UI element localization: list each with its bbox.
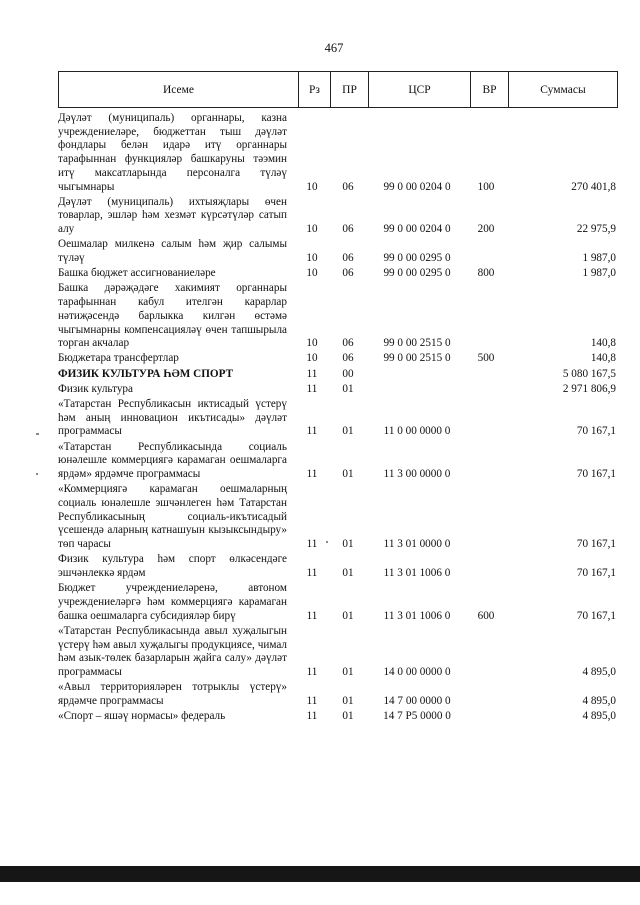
cell-name: Дәүләт (муниципаль) органнары, казна учреждениеләре, бюджеттан тыш дәүләт фондлары белән идарә итү органнары тарафыннан функцияләр башкаруны тәэмин итү максатларында персоналга түләү чыгымнары xyxy=(58,112,287,193)
cell-vr: 500 xyxy=(477,352,495,365)
cell-pr: 01 xyxy=(342,425,354,438)
cell-rz: 10 xyxy=(306,180,318,193)
table-row xyxy=(58,267,618,281)
cell-pr: 06 xyxy=(342,223,354,236)
cell-rz: 11 xyxy=(306,694,318,707)
cell-name: Башка дәрәҗәдәге хакимият органнары тарафыннан кабул ителгән карарлар нәтиҗәсендә барлыкка килгән өстәмә чыгымнарны компенсацияләү өчен тапшырыла торган акчалар xyxy=(58,282,287,350)
cell-rz: 11 xyxy=(306,382,318,395)
cell-sum: 1 987,0 xyxy=(582,252,616,265)
cell-rz: 11 xyxy=(306,665,318,678)
cell-sum: 70 167,1 xyxy=(576,538,616,551)
cell-name: «Татарстан Республикасында авыл хуҗалыгын үстерү һәм авыл хуҗалыгы продукциясе, чимал һәм азык-төлек базарларын җайга салу» дәүләт программасы xyxy=(58,624,287,678)
cell-sum: 4 895,0 xyxy=(582,710,616,723)
cell-sum: 70 167,1 xyxy=(576,425,616,438)
cell-rz: 10 xyxy=(306,267,318,280)
table-row xyxy=(58,441,618,482)
cell-sum: 140,8 xyxy=(590,352,616,365)
cell-sum: 70 167,1 xyxy=(576,609,616,622)
cell-sum: 70 167,1 xyxy=(576,567,616,579)
scan-mark xyxy=(36,433,39,435)
cell-pr: 01 xyxy=(342,538,354,551)
cell-name: Бюджет учреждениеләренә, автоном учреждениеләргә һәм коммерциягә карамаган башка оешмаларга субсидияләр бирү xyxy=(58,582,287,622)
table-row xyxy=(58,681,618,708)
table-row xyxy=(58,483,618,552)
scan-edge-bar xyxy=(0,866,640,882)
cell-csr: 11 3 01 1006 0 xyxy=(383,567,451,579)
cell-rz: 10 xyxy=(306,252,318,265)
header-sum: Суммасы xyxy=(508,72,617,107)
cell-pr: 01 xyxy=(342,382,354,395)
cell-csr: 14 0 00 0000 0 xyxy=(383,665,451,678)
cell-name: «Татарстан Республикасын иктисадый үстерү һәм аның инновацион икътисады» дәүләт программасы xyxy=(58,398,287,438)
table-body xyxy=(58,112,618,725)
table-row xyxy=(58,710,618,724)
table-row xyxy=(58,553,618,580)
cell-name: Бюджетара трансфертлар xyxy=(58,352,179,365)
cell-vr: 100 xyxy=(477,180,495,193)
cell-name: Башка бюджет ассигнованиеләре xyxy=(58,267,216,280)
header-rz: Рз xyxy=(298,72,330,107)
cell-sum: 140,8 xyxy=(590,337,616,350)
cell-name: ФИЗИК КУЛЬТУРА ҺӘМ СПОРТ xyxy=(58,367,234,380)
cell-pr: 01 xyxy=(342,468,354,481)
table-row xyxy=(58,398,618,439)
table-row xyxy=(58,625,618,680)
scan-mark xyxy=(36,473,38,475)
cell-sum: 4 895,0 xyxy=(582,694,616,707)
cell-name: «Коммерциягә карамаган оешмаларның социаль юнәлешле эшчәнлеген һәм Татарстан Республикасының социаль-икътисадый үсешендә аларның катнашуын кызыксындыру» төп чарасы xyxy=(58,483,287,551)
cell-rz: 11 xyxy=(306,425,318,438)
cell-rz: 10 xyxy=(306,352,318,365)
cell-csr: 11 3 00 0000 0 xyxy=(383,468,451,481)
cell-csr: 14 7 00 0000 0 xyxy=(383,694,451,707)
cell-pr: 01 xyxy=(342,710,354,723)
table-row xyxy=(58,582,618,623)
cell-pr: 06 xyxy=(342,267,354,280)
table-row xyxy=(58,196,618,237)
table-row xyxy=(58,112,618,194)
cell-csr: 11 3 01 1006 0 xyxy=(383,609,451,622)
page-number: 467 xyxy=(324,41,344,55)
cell-rz: 10 xyxy=(306,223,318,236)
cell-pr: 01 xyxy=(342,609,354,622)
table-row xyxy=(58,352,618,366)
cell-name: «Спорт – яшәү нормасы» федераль xyxy=(58,710,226,723)
cell-vr: 800 xyxy=(477,267,495,280)
cell-pr: 06 xyxy=(342,352,354,365)
cell-rz: 11 xyxy=(306,609,318,622)
cell-sum: 70 167,1 xyxy=(576,468,616,481)
cell-sum: 22 975,9 xyxy=(576,223,616,236)
cell-csr: 99 0 00 0295 0 xyxy=(383,252,451,265)
cell-rz: 11 xyxy=(306,367,318,380)
header-name: Исеме xyxy=(162,83,195,96)
cell-vr: 200 xyxy=(477,223,495,236)
cell-name: «Авыл территорияләрен тотрыклы үстерү» ярдәмче программасы xyxy=(58,681,287,707)
cell-csr: 99 0 00 0295 0 xyxy=(383,267,451,280)
cell-pr: 06 xyxy=(342,180,354,193)
cell-rz: 11 xyxy=(306,710,318,723)
cell-csr: 99 0 00 0204 0 xyxy=(383,180,451,193)
header-csr: ЦСР xyxy=(368,72,470,107)
cell-pr: 01 xyxy=(342,694,354,707)
cell-rz: 11 xyxy=(306,538,318,551)
cell-rz: 10 xyxy=(306,337,318,350)
cell-pr: 01 xyxy=(342,665,354,678)
header-vr: ВР xyxy=(470,72,508,107)
cell-pr: 01 xyxy=(342,567,354,579)
cell-name: Физик культура һәм спорт өлкәсендәге эшчәнлеккә ярдәм xyxy=(58,553,287,579)
scan-mark xyxy=(326,541,328,543)
cell-csr: 11 3 01 0000 0 xyxy=(383,538,451,551)
table-row xyxy=(58,238,618,265)
table-row xyxy=(58,383,618,397)
cell-pr: 06 xyxy=(342,337,354,350)
cell-csr: 14 7 P5 0000 0 xyxy=(383,710,451,723)
cell-csr: 99 0 00 0204 0 xyxy=(383,223,451,236)
cell-rz: 11 xyxy=(306,567,318,579)
cell-name: Оешмалар милкенә салым һәм җир салымы түләү xyxy=(58,238,287,265)
table-header xyxy=(58,71,618,108)
header-pr: ПР xyxy=(330,72,368,107)
cell-rz: 11 xyxy=(306,468,318,481)
cell-sum: 1 987,0 xyxy=(582,267,616,280)
cell-sum: 270 401,8 xyxy=(571,180,616,193)
cell-pr: 00 xyxy=(342,367,354,380)
cell-sum: 5 080 167,5 xyxy=(562,367,616,380)
cell-name: «Татарстан Республикасында социаль юнәлешле коммерциягә карамаган оешмаларга ярдәм» ярдәмче программасы xyxy=(58,440,287,481)
cell-csr: 99 0 00 2515 0 xyxy=(383,337,451,350)
cell-name: Дәүләт (муниципаль) ихтыяҗлары өчен товарлар, эшләр һәм хезмәт күрсәтүләр сатып алу xyxy=(58,195,287,236)
cell-pr: 06 xyxy=(342,252,354,265)
cell-vr: 600 xyxy=(477,609,495,622)
cell-sum: 4 895,0 xyxy=(582,665,616,678)
cell-sum: 2 971 806,9 xyxy=(562,382,616,395)
table-row xyxy=(58,368,618,382)
cell-csr: 11 0 00 0000 0 xyxy=(383,425,451,438)
cell-csr: 99 0 00 2515 0 xyxy=(383,352,451,365)
cell-name: Физик культура xyxy=(58,382,133,395)
table-row xyxy=(58,282,618,351)
